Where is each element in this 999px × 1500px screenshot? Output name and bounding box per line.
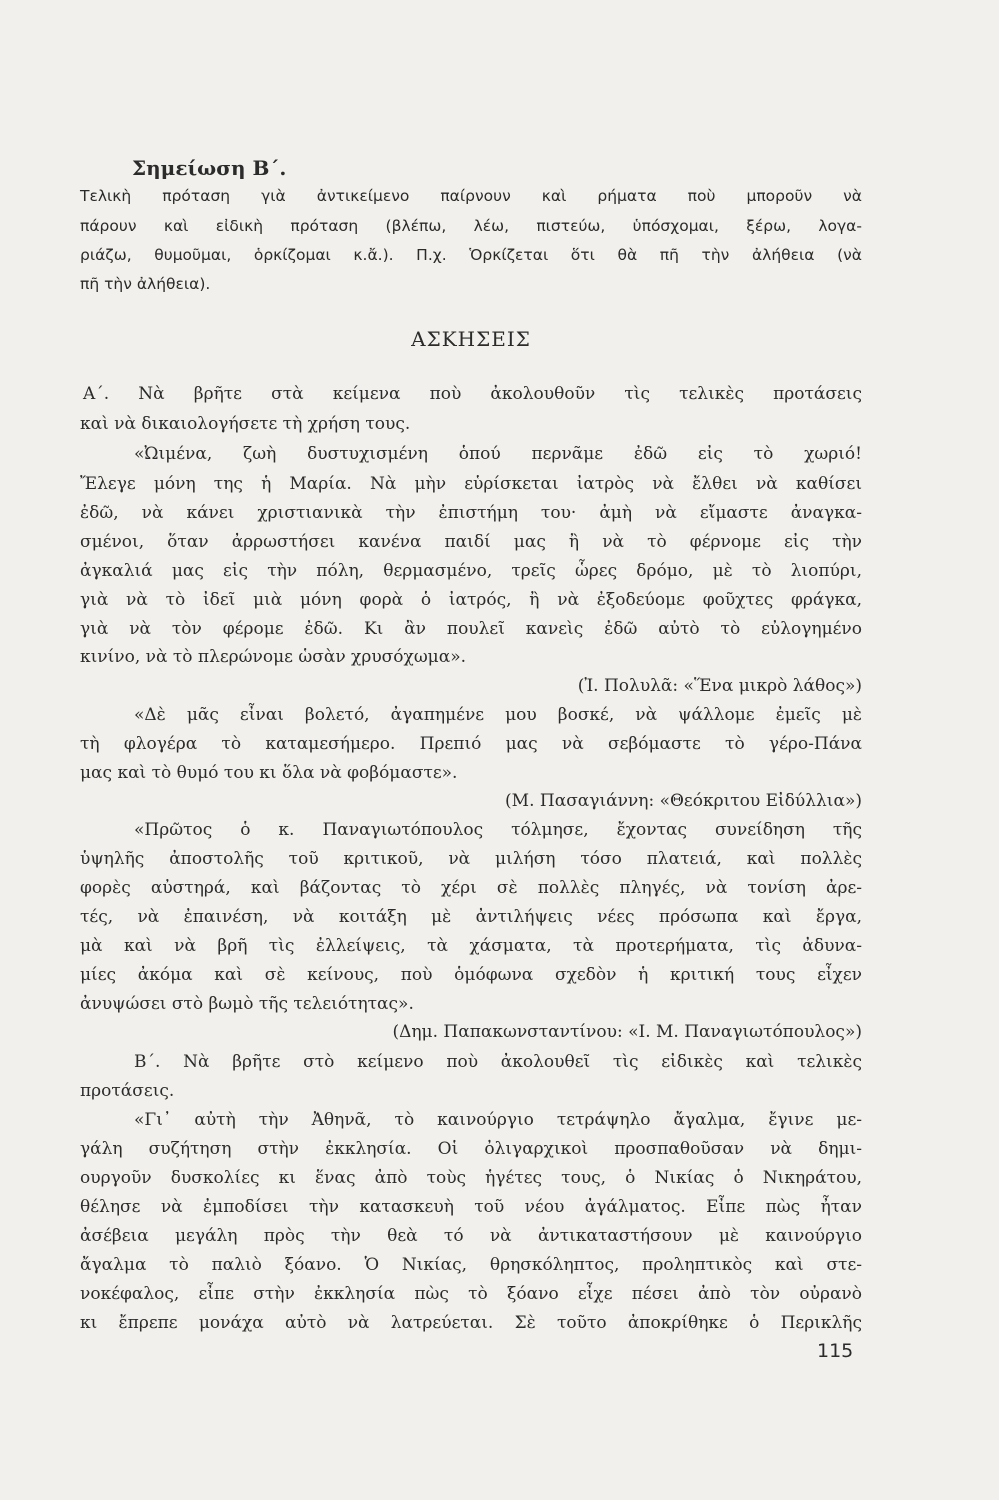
quote-line: Ἔλεγε μόνη της ἡ Μαρία. Νὰ μὴν εὑρίσκεται ἰατρὸς νὰ ἔλθει νὰ καθίσει (80, 474, 862, 494)
exercise-b-instruction: Β΄. Νὰ βρῆτε στὸ κείμενο ποὺ ἀκολουθεῖ τὶς εἰδικὲς καὶ τελικὲς (134, 1052, 862, 1072)
exercise-b-instruction: προτάσεις. (80, 1081, 175, 1101)
quote-source: (Μ. Πασαγιάννη: «Θεόκριτου Εἰδύλλια») (505, 791, 862, 811)
quote-line: γάλη συζήτηση στὴν ἐκκλησία. Οἱ ὀλιγαρχικοὶ προσπαθοῦσαν νὰ δημι- (80, 1139, 862, 1159)
quote-line: ὑψηλῆς ἀποστολῆς τοῦ κριτικοῦ, νὰ μιλήση τόσο πλατειά, καὶ πολλὲς (80, 849, 862, 869)
quote-line: «Ὠιμένα, ζωὴ δυστυχισμένη ὁπού περνᾶμε ἐδῶ εἰς τὸ χωριό! (134, 444, 862, 464)
book-page (80, 0, 862, 1500)
quote-line: κινίνο, νὰ τὸ πλερώνομε ὡσὰν χρυσόχωμα». (80, 647, 467, 667)
quote-line: τὴ φλογέρα τὸ καταμεσήμερο. Πρεπιό μας νὰ σεβόμαστε τὸ γέρο-Πάνα (80, 734, 862, 754)
quote-source: (Ἰ. Πολυλᾶ: «Ἕνα μικρὸ λάθος») (577, 676, 862, 696)
quote-line: ἀσέβεια μεγάλη πρὸς τὴν θεὰ τό νὰ ἀντικαταστήσουν μὲ καινούργιο (80, 1226, 862, 1246)
note-title: Σημείωση Β΄. (132, 156, 287, 180)
note-line: πῆ τὴν ἀλήθεια). (80, 275, 211, 293)
quote-line: νοκέφαλος, εἶπε στὴν ἐκκλησία πὼς τὸ ξόανο εἶχε πέσει ἀπὸ τὸν οὐρανὸ (80, 1284, 862, 1304)
note-line: πάρουν καὶ εἰδικὴ πρόταση (βλέπω, λέω, πιστεύω, ὑπόσχομαι, ξέρω, λογα- (80, 217, 862, 235)
quote-line: ἄγαλμα τὸ παλιὸ ξόανο. Ὁ Νικίας, θρησκόληπτος, προληπτικὸς καὶ στε- (80, 1255, 862, 1275)
quote-line: ἐδῶ, νὰ κάνει χριστιανικὰ τὴν ἐπιστήμη του· ἀμὴ νὰ εἴμαστε ἀναγκα- (80, 503, 862, 523)
exercise-a-instruction: Α΄. Νὰ βρῆτε στὰ κείμενα ποὺ ἀκολουθοῦν τὶς τελικὲς προτάσεις (83, 384, 862, 404)
quote-line: γιὰ νὰ τὸν φέρομε ἐδῶ. Κι ἂν πουλεῖ κανεὶς ἐδῶ αὐτὸ τὸ εὐλογημένο (80, 619, 862, 639)
quote-line: κι ἔπρεπε μονάχα αὐτὸ νὰ λατρεύεται. Σὲ τοῦτο ἀποκρίθηκε ὁ Περικλῆς (80, 1313, 862, 1333)
quote-line: «Γι᾿ αὐτὴ τὴν Ἀθηνᾶ, τὸ καινούργιο τετράψηλο ἄγαλμα, ἔγινε με- (134, 1110, 862, 1130)
quote-line: «Δὲ μᾶς εἶναι βολετό, ἀγαπημένε μου βοσκέ, νὰ ψάλλομε ἐμεῖς μὲ (134, 705, 862, 725)
quote-line: τές, νὰ ἐπαινέση, νὰ κοιτάξη μὲ ἀντιλήψεις νέες πρόσωπα καὶ ἔργα, (80, 907, 862, 927)
page-number: 115 (817, 1340, 854, 1362)
quote-line: μὰ καὶ νὰ βρῆ τὶς ἐλλείψεις, τὰ χάσματα, τὰ προτερήματα, τὶς ἀδυνα- (80, 936, 862, 956)
quote-source: (Δημ. Παπακωνσταντίνου: «Ι. Μ. Παναγιωτόπουλος») (392, 1022, 862, 1042)
exercises-heading: ΑΣΚΗΣΕΙΣ (411, 327, 531, 351)
note-line: Τελικὴ πρόταση γιὰ ἀντικείμενο παίρνουν καὶ ρήματα ποὺ μποροῦν νὰ (80, 187, 862, 205)
quote-line: γιὰ νὰ τὸ ἰδεῖ μιὰ μόνη φορὰ ὁ ἰατρός, ἢ νὰ ἐξοδεύομε φοῦχτες φράγκα, (80, 590, 862, 610)
quote-line: θέλησε νὰ ἐμποδίσει τὴν κατασκευὴ τοῦ νέου ἀγάλματος. Εἶπε πὼς ἦταν (80, 1197, 862, 1217)
quote-line: μας καὶ τὸ θυμό του κι ὅλα νὰ φοβόμαστε». (80, 763, 458, 783)
quote-line: «Πρῶτος ὁ κ. Παναγιωτόπουλος τόλμησε, ἔχοντας συνείδηση τῆς (134, 820, 862, 840)
quote-line: μίες ἀκόμα καὶ σὲ κείνους, ποὺ ὁμόφωνα σχεδὸν ἡ κριτική τους εἶχεν (80, 965, 862, 985)
quote-line: φορὲς αὐστηρά, καὶ βάζοντας τὸ χέρι σὲ πολλὲς πληγές, νὰ τονίση ἀρε- (80, 878, 862, 898)
quote-line: σμένοι, ὅταν ἀρρωστήσει κανένα παιδί μας ἢ νὰ τὸ φέρνομε εἰς τὴν (80, 532, 862, 552)
exercise-a-instruction: καὶ νὰ δικαιολογήσετε τὴ χρήση τους. (80, 414, 411, 434)
quote-line: ἀγκαλιά μας εἰς τὴν πόλη, θερμασμένο, τρεῖς ὧρες δρόμο, μὲ τὸ λιοπύρι, (80, 561, 862, 581)
quote-line: ουργοῦν δυσκολίες κι ἕνας ἀπὸ τοὺς ἡγέτες τους, ὁ Νικίας ὁ Νικηράτου, (80, 1168, 862, 1188)
quote-line: ἀνυψώσει στὸ βωμὸ τῆς τελειότητας». (80, 994, 414, 1014)
note-line: ριάζω, θυμοῦμαι, ὁρκίζομαι κ.ἄ.). Π.χ. Ὁρκίζεται ὅτι θὰ πῆ τὴν ἀλήθεια (νὰ (80, 246, 862, 264)
